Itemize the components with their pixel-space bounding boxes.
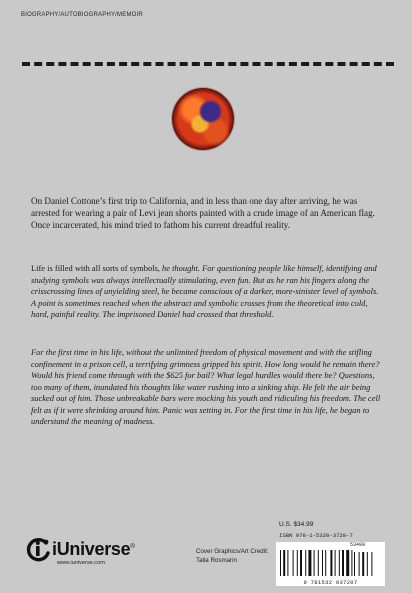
- paragraph-2-italic: he thought. For questioning people like himself, identifying and studying symbols was always intellectually stimulating, even fun. But as he ran his fingers along the crisscrossing lines of unyielding steel, he became conscious of a darker, more-sinister level of symbols. A point is sometimes reached when the abstract and symbolic crosses from the theoretical into cold, hard, painful reality. The imprisoned Daniel had crossed that threshold.: [31, 263, 379, 320]
- category-label: BIOGRAPHY/AUTOBIOGRAPHY/MEMOIR: [21, 12, 143, 18]
- globe-image: [172, 88, 234, 150]
- cover-credit: [196, 548, 269, 565]
- dashed-divider: [22, 62, 394, 66]
- blurb-paragraph-1: On Daniel Cottone’s first trip to California, and in less than one day after arriving, he was arrested for wearing a pair of Levi jean shorts painted with a crude image of an American flag. Once incarcerated, his mind tried to fathom his current dreadful reality.: [31, 196, 375, 231]
- barcode-bars-icon: [280, 544, 380, 578]
- credit-line-1: Cover Graphics/Art Credit:: [196, 548, 269, 555]
- blurb-paragraph-3: For the first time in his life, without the unlimited freedom of physical movement and with the stifling confinement in a prison cell, a terrifying grimness gripped his spirit. How long would he remain there? Would his friend come through with the $625 for bail? What legal hurdles would there be? Questions, too many of them, inundated his thoughts like water rushing into a sinking ship. He felt the air being sucked out of him. Those unbreakable bars were mocking his youth and ridiculing his freedom. The cell felt as if it were shrinking around him. Panic was setting in. For the first time in his life, he began to understand the meaning of madness.: [31, 347, 381, 427]
- publisher-logo: [25, 533, 165, 573]
- barcode: [276, 542, 385, 586]
- blurb-paragraph-2: [31, 263, 382, 321]
- paragraph-2-lead: Life is filled with all sorts of symbols,: [31, 263, 163, 274]
- barcode-number: 9 781532 037207: [303, 579, 358, 586]
- publisher-name: iUniverse®: [52, 539, 135, 559]
- iuniverse-mark-icon: [25, 537, 51, 563]
- isbn-label: ISBN 978-1-5320-3720-7: [279, 532, 353, 539]
- price-label: U.S. $34.99: [279, 521, 314, 528]
- credit-line-2: Talia Rosmarin: [196, 556, 237, 564]
- publisher-url: www.iuniverse.com: [57, 560, 105, 566]
- barcode-addon-number: 53499: [350, 542, 366, 548]
